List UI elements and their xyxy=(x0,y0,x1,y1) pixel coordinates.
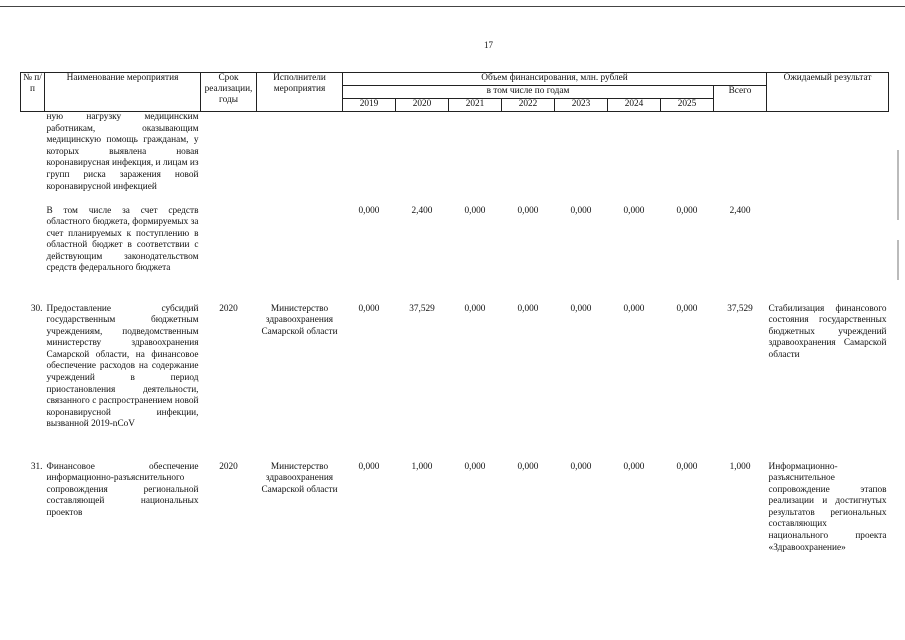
measure-term: 2020 xyxy=(219,461,238,472)
value-2022: 0,000 xyxy=(517,205,539,216)
measure-name: Предоставление субсидий государственным бюджетным учреждениям, подведомственным министерству здравоохранения Самарской области, на финансовое обеспечение расходов на содержание учреждений в период приостановления деятельности, связанного с распространением новой коронавирусной инфекции, вызванной 2019-nCoV xyxy=(46,303,199,430)
value-2021: 0,000 xyxy=(464,461,486,472)
header-year: 2019 xyxy=(343,99,396,112)
value-total: 2,400 xyxy=(729,205,751,216)
row-number xyxy=(21,206,45,304)
measure-term xyxy=(201,206,257,304)
value-2021 xyxy=(449,112,502,206)
value-2019: 0,000 xyxy=(358,205,380,216)
expected-result: Информационно-разъяснительное сопровождение этапов реализации и достигнутых результатов региональных составляющих национального проекта «Здравоохранение» xyxy=(768,461,887,553)
row-number: 30. xyxy=(30,303,43,314)
table-row xyxy=(21,206,889,304)
value-2023: 0,000 xyxy=(570,461,592,472)
value-2020: 37,529 xyxy=(409,303,435,314)
header-total: Всего xyxy=(714,86,767,112)
value-2022: 0,000 xyxy=(517,461,539,472)
scan-margin-artifact xyxy=(897,240,899,280)
expected-result: Стабилизация финансового состояния государственных бюджетных учреждений здравоохранения Самарской области xyxy=(768,303,887,360)
measure-term: 2020 xyxy=(219,303,238,314)
funding-table xyxy=(20,72,889,572)
header-result: Ожидаемый результат xyxy=(767,73,889,112)
value-2019 xyxy=(343,112,396,206)
value-2019: 0,000 xyxy=(358,461,380,472)
value-2023 xyxy=(555,112,608,206)
value-2025: 0,000 xyxy=(676,461,698,472)
measure-term xyxy=(201,112,257,206)
value-2024: 0,000 xyxy=(623,303,645,314)
value-2025 xyxy=(661,112,714,206)
header-year: 2020 xyxy=(396,99,449,112)
scan-margin-artifact xyxy=(897,150,899,220)
header-name: Наименование мероприятия xyxy=(45,73,201,112)
value-total xyxy=(714,112,767,206)
header-number: № п/п xyxy=(21,73,45,112)
measure-executors: Министерство здравоохранения Самарской области xyxy=(261,461,338,495)
table-row xyxy=(21,304,889,462)
value-2022 xyxy=(502,112,555,206)
value-2024 xyxy=(608,112,661,206)
measure-executors: Министерство здравоохранения Самарской области xyxy=(261,303,338,337)
value-2022: 0,000 xyxy=(517,303,539,314)
table-row xyxy=(21,462,889,572)
row-number xyxy=(21,112,45,206)
header-year: 2025 xyxy=(661,99,714,112)
page-number: 17 xyxy=(484,40,493,50)
measure-executors xyxy=(257,112,343,206)
row-number: 31. xyxy=(30,461,43,472)
header-year: 2022 xyxy=(502,99,555,112)
expected-result xyxy=(767,206,889,304)
table-row xyxy=(21,112,889,206)
value-2024: 0,000 xyxy=(623,205,645,216)
value-2020: 1,000 xyxy=(411,461,433,472)
expected-result xyxy=(767,112,889,206)
value-2021: 0,000 xyxy=(464,205,486,216)
value-2020 xyxy=(396,112,449,206)
header-term: Срок реализации, годы xyxy=(201,73,257,112)
value-2019: 0,000 xyxy=(358,303,380,314)
header-year: 2021 xyxy=(449,99,502,112)
value-2020: 2,400 xyxy=(411,205,433,216)
value-total: 37,529 xyxy=(727,303,753,314)
measure-name: Финансовое обеспечение информационно-разъяснительного сопровождения региональной составляющей национальных проектов xyxy=(46,461,199,518)
header-year: 2023 xyxy=(555,99,608,112)
measure-name: В том числе за счет средств областного бюджета, формируемых за счет планируемых к поступлению в областной бюджет в соответствии с действующим законодательством средств федерального бюджета xyxy=(46,205,199,274)
value-2023: 0,000 xyxy=(570,205,592,216)
value-2024: 0,000 xyxy=(623,461,645,472)
value-total: 1,000 xyxy=(729,461,751,472)
measure-executors xyxy=(257,206,343,304)
value-2025: 0,000 xyxy=(676,205,698,216)
value-2025: 0,000 xyxy=(676,303,698,314)
scan-top-edge xyxy=(0,6,905,7)
header-by-years: в том числе по годам xyxy=(343,86,714,99)
header-executors: Исполнители мероприятия xyxy=(257,73,343,112)
header-year: 2024 xyxy=(608,99,661,112)
header-funding: Объем финансирования, млн. рублей xyxy=(343,73,767,86)
value-2023: 0,000 xyxy=(570,303,592,314)
value-2021: 0,000 xyxy=(464,303,486,314)
measure-name: ную нагрузку медицинским работникам, оказывающим медицинскую помощь гражданам, у которых выявлена новая коронавирусная инфекция, и лицам из групп риска заражения новой коронавирусной инфекцией xyxy=(46,112,199,192)
